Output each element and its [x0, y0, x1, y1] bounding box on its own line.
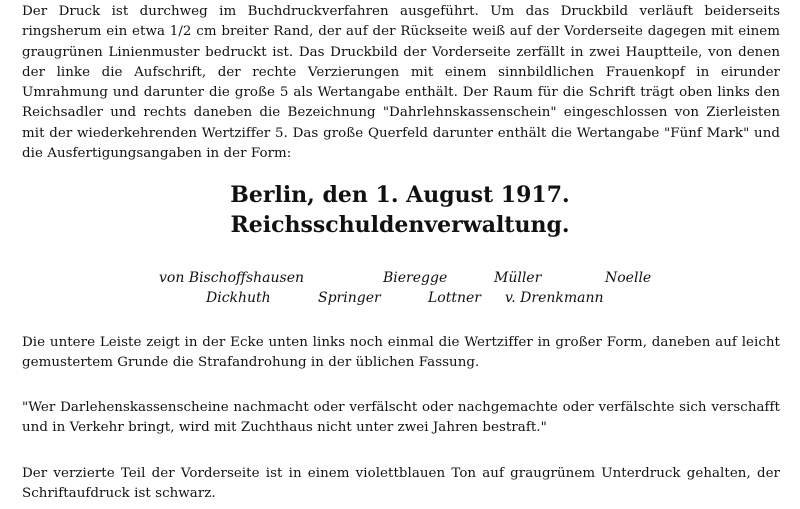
signature-name: Bieregge	[383, 270, 448, 286]
signature-name: Lottner	[428, 290, 481, 306]
color-description-paragraph: Der verzierte Teil der Vorderseite ist in einem violettblauen Ton auf graugrünem Unterdruck gehalten, der Schriftaufdruck ist schwarz.	[22, 466, 780, 502]
signature-name: Müller	[494, 270, 542, 286]
signature-name: Springer	[318, 290, 381, 306]
signature-name: von Bischoffshausen	[159, 270, 305, 286]
signature-name: Dickhuth	[206, 290, 271, 306]
authority-heading: Reichsschuldenverwaltung.	[230, 212, 570, 238]
place-date-heading: Berlin, den 1. August 1917.	[230, 182, 570, 208]
lower-border-paragraph: Die untere Leiste zeigt in der Ecke unten links noch einmal die Wertziffer in großer Form, daneben auf leicht gemustertem Grunde die Strafandrohung in der üblichen Fassung.	[22, 335, 780, 371]
intro-paragraph: Der Druck ist durchweg im Buchdruckverfahren ausgeführt. Um das Druckbild verläuft beiderseits ringsherum ein etwa 1/2 cm breiter Rand, der auf der Rückseite weiß auf der Vorderseite dagegen mit einem graugrünen Linienmuster bedruckt ist. Das Druckbild der Vorderseite zerfällt in zwei Hauptteile, von denen der linke die Aufschrift, der rechte Verzierungen mit einem sinnbildlichen Frauenkopf in eirunder Umrahmung und darunter die große 5 als Wertangabe enthält. Der Raum für die Schrift trägt oben links den Reichsadler und rechts daneben die Bezeichnung "Dahrlehnskassenschein" eingeschlossen von Zierleisten mit der wiederkehrenden Wertziffer 5. Das große Querfeld darunter enthält die Wertangabe "Fünf Mark" und die Ausfertigungsangaben in der Form:	[22, 4, 780, 162]
signature-name: v. Drenkmann	[505, 290, 604, 306]
penalty-quote: "Wer Darlehenskassenscheine nachmacht oder verfälscht oder nachgemachte oder verfälschte sich verschafft und in Verkehr bringt, wird mit Zuchthaus nicht unter zwei Jahren bestraft."	[22, 400, 780, 436]
signature-name: Noelle	[605, 270, 652, 286]
